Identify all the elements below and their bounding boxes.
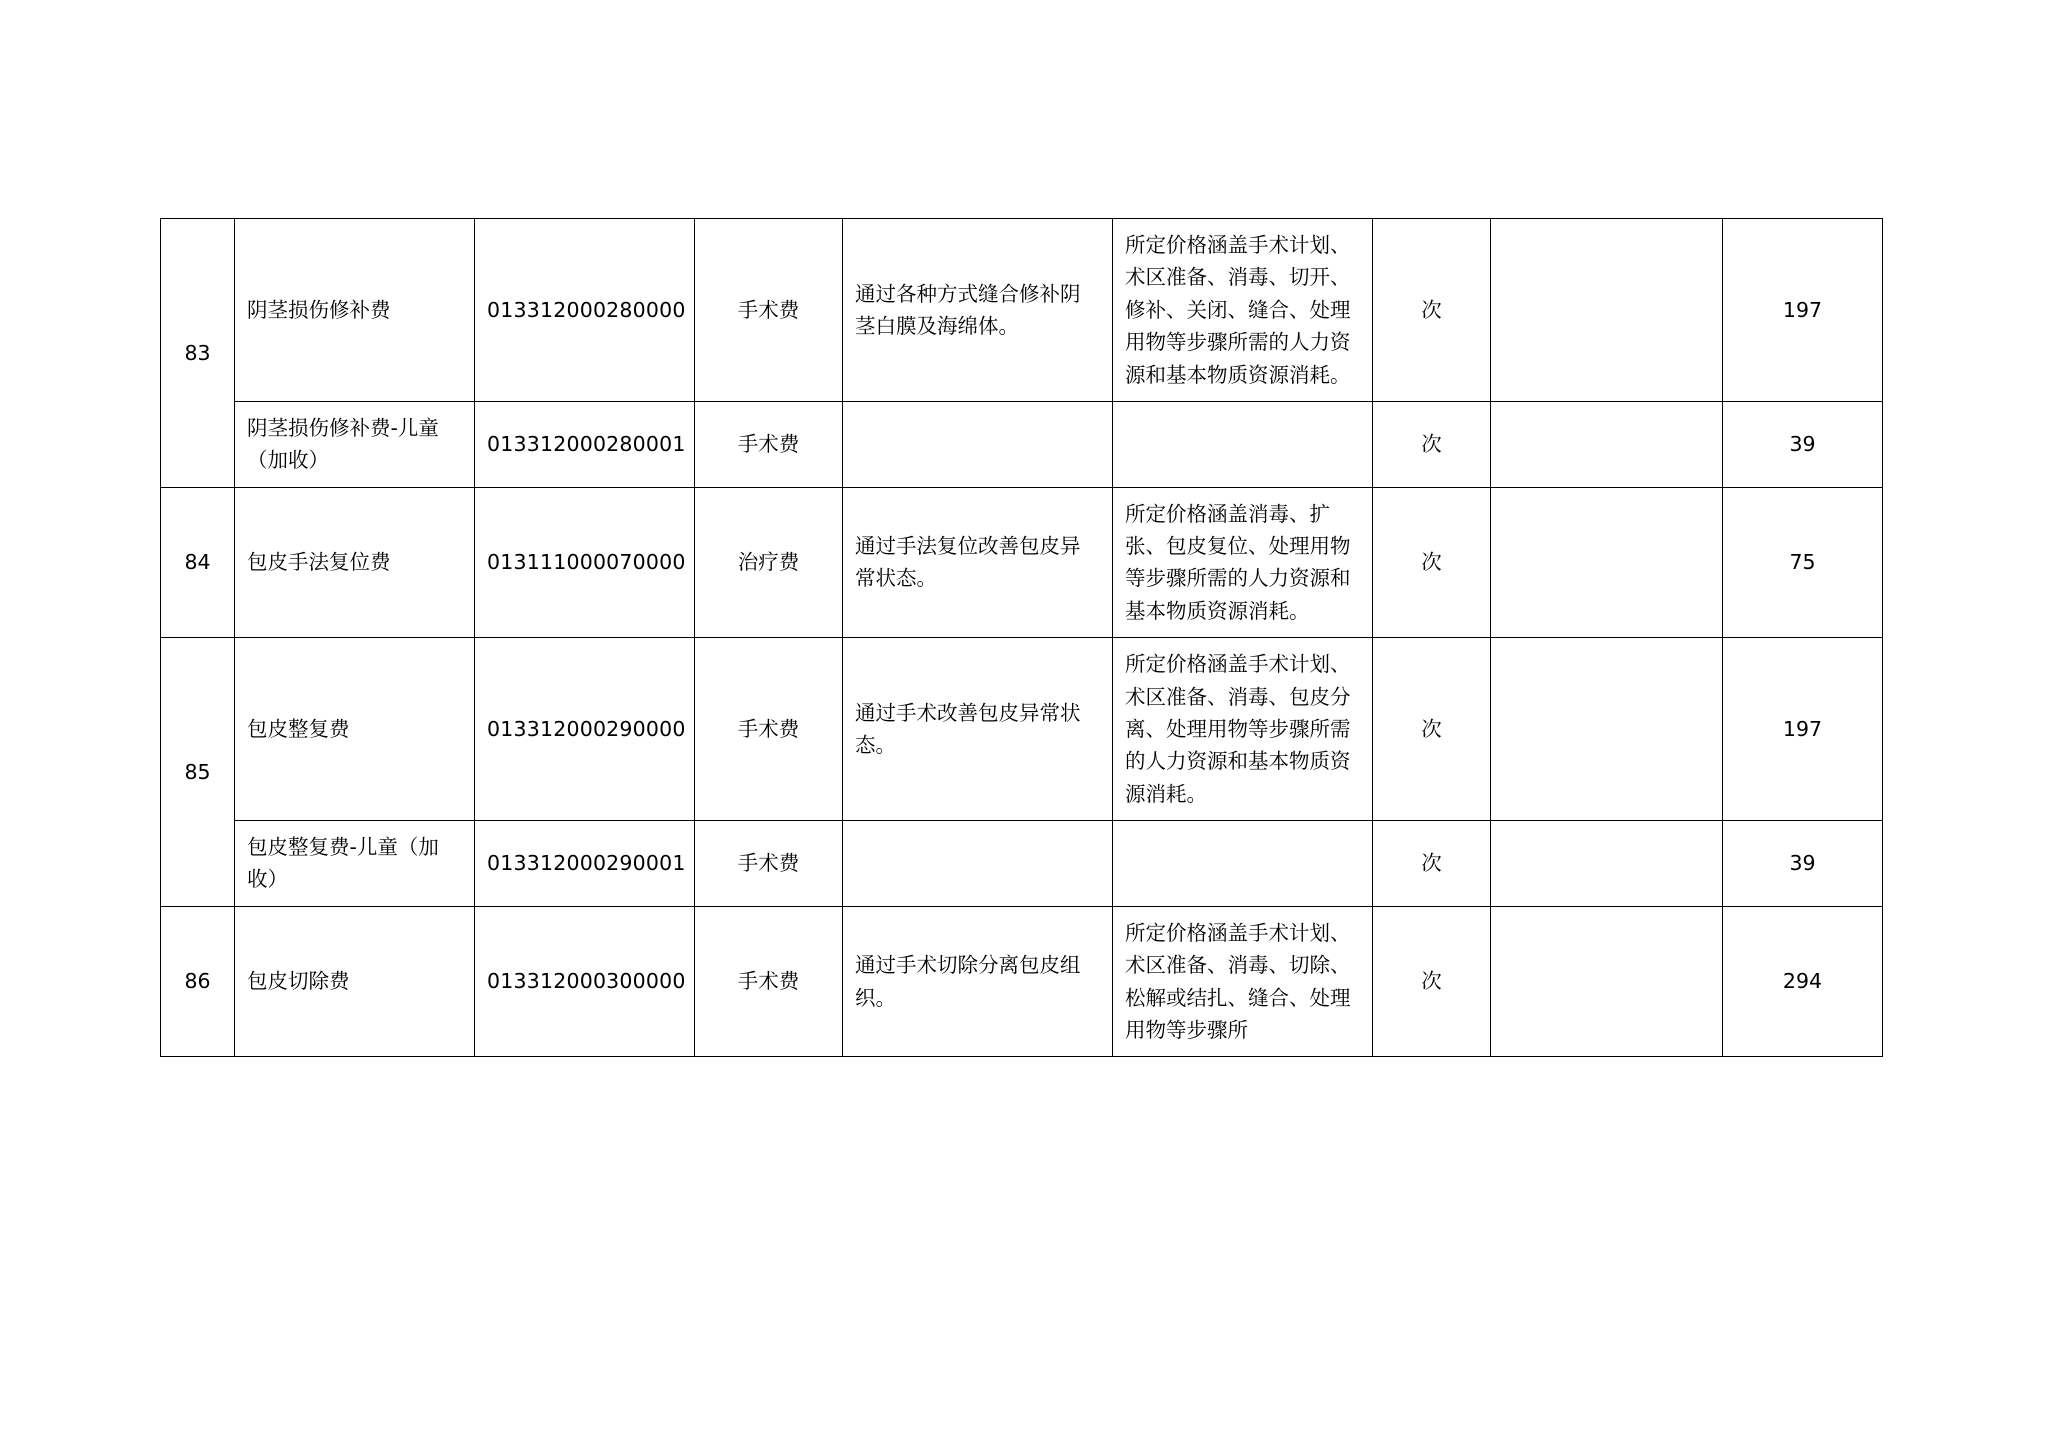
item-name: 阴茎损伤修补费-儿童（加收） — [235, 401, 475, 487]
item-content: 所定价格涵盖消毒、扩张、包皮复位、处理用物等步骤所需的人力资源和基本物质资源消耗。 — [1113, 487, 1373, 638]
item-unit: 次 — [1373, 906, 1491, 1057]
item-type: 手术费 — [695, 219, 843, 402]
item-note — [1491, 906, 1723, 1057]
item-name: 包皮切除费 — [235, 906, 475, 1057]
item-note — [1491, 487, 1723, 638]
item-content — [1113, 821, 1373, 907]
item-name: 包皮手法复位费 — [235, 487, 475, 638]
item-price: 197 — [1723, 219, 1883, 402]
item-type: 治疗费 — [695, 487, 843, 638]
item-content: 所定价格涵盖手术计划、术区准备、消毒、切除、松解或结扎、缝合、处理用物等步骤所 — [1113, 906, 1373, 1057]
item-code: 013312000280001 — [475, 401, 695, 487]
item-unit: 次 — [1373, 638, 1491, 821]
item-note — [1491, 638, 1723, 821]
item-code: 013312000290000 — [475, 638, 695, 821]
item-note — [1491, 821, 1723, 907]
item-content: 所定价格涵盖手术计划、术区准备、消毒、切开、修补、关闭、缝合、处理用物等步骤所需的人力资源和基本物质资源消耗。 — [1113, 219, 1373, 402]
item-price: 294 — [1723, 906, 1883, 1057]
item-description — [843, 821, 1113, 907]
row-number: 85 — [161, 638, 235, 907]
item-description: 通过手术改善包皮异常状态。 — [843, 638, 1113, 821]
item-price: 39 — [1723, 821, 1883, 907]
item-unit: 次 — [1373, 487, 1491, 638]
item-name: 阴茎损伤修补费 — [235, 219, 475, 402]
item-description: 通过各种方式缝合修补阴茎白膜及海绵体。 — [843, 219, 1113, 402]
item-type: 手术费 — [695, 638, 843, 821]
item-description: 通过手术切除分离包皮组织。 — [843, 906, 1113, 1057]
price-table — [160, 218, 1883, 1057]
table-row — [161, 219, 1883, 402]
item-note — [1491, 219, 1723, 402]
item-code: 013312000290001 — [475, 821, 695, 907]
price-table-container — [160, 218, 1882, 1057]
item-price: 197 — [1723, 638, 1883, 821]
row-number: 84 — [161, 487, 235, 638]
item-content: 所定价格涵盖手术计划、术区准备、消毒、包皮分离、处理用物等步骤所需的人力资源和基本物质资源消耗。 — [1113, 638, 1373, 821]
table-row — [161, 401, 1883, 487]
item-code: 013312000300000 — [475, 906, 695, 1057]
row-number: 86 — [161, 906, 235, 1057]
row-number: 83 — [161, 219, 235, 488]
item-unit: 次 — [1373, 219, 1491, 402]
item-content — [1113, 401, 1373, 487]
table-row — [161, 906, 1883, 1057]
table-row — [161, 821, 1883, 907]
item-description — [843, 401, 1113, 487]
item-type: 手术费 — [695, 821, 843, 907]
item-description: 通过手法复位改善包皮异常状态。 — [843, 487, 1113, 638]
item-type: 手术费 — [695, 906, 843, 1057]
item-name: 包皮整复费 — [235, 638, 475, 821]
item-unit: 次 — [1373, 821, 1491, 907]
item-name: 包皮整复费-儿童（加收） — [235, 821, 475, 907]
table-row — [161, 638, 1883, 821]
item-unit: 次 — [1373, 401, 1491, 487]
item-type: 手术费 — [695, 401, 843, 487]
item-price: 75 — [1723, 487, 1883, 638]
item-price: 39 — [1723, 401, 1883, 487]
table-row — [161, 487, 1883, 638]
item-note — [1491, 401, 1723, 487]
item-code: 013111000070000 — [475, 487, 695, 638]
item-code: 013312000280000 — [475, 219, 695, 402]
